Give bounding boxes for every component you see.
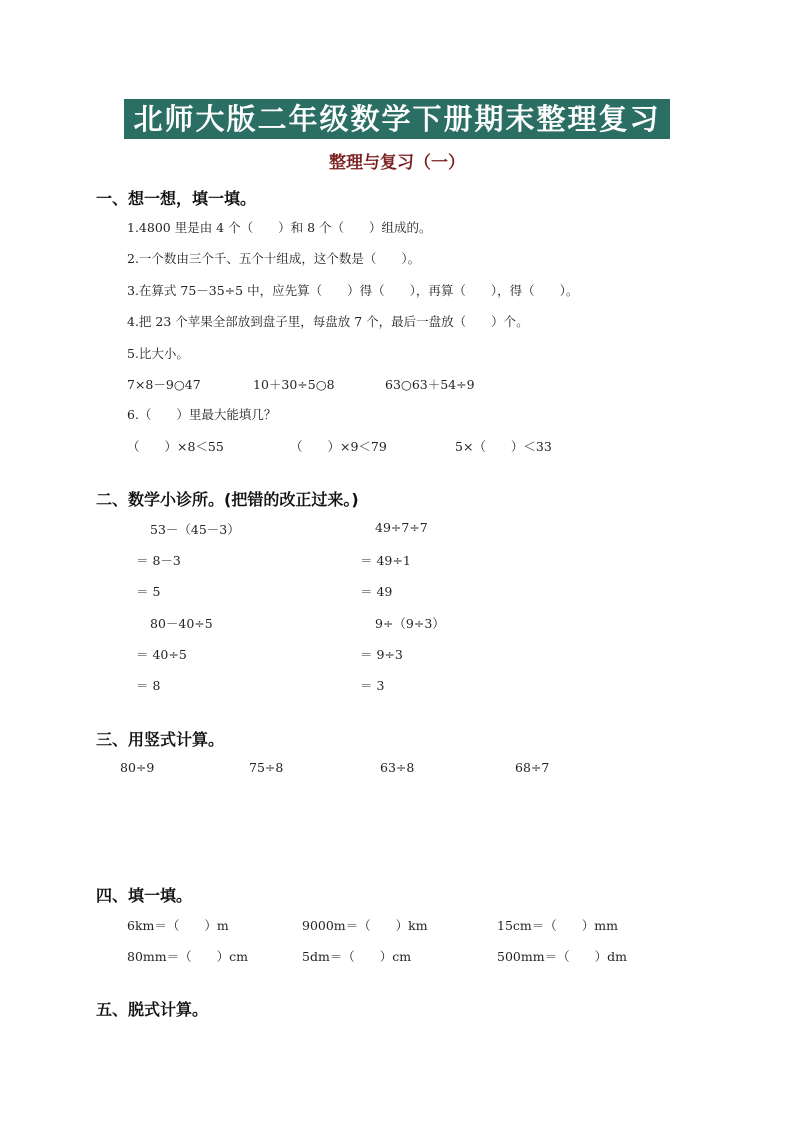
compare-item-3: 63○63＋54÷9	[385, 377, 475, 392]
section5-heading: 五、脱式计算。	[96, 1000, 209, 1019]
section1-heading: 一、想一想，填一填。	[96, 189, 257, 208]
diagnosis-c-line-3: ＝ 8	[136, 678, 161, 693]
vertical-calc-2: 75÷8	[249, 760, 284, 775]
unit-fill-1: 6km＝（ ）m	[127, 918, 229, 933]
compare-item-1: 7×8－9○47	[127, 377, 201, 392]
worksheet-title-banner: 北师大版二年级数学下册期末整理复习	[124, 99, 670, 139]
worksheet-subtitle: 整理与复习（一）	[329, 153, 465, 173]
diagnosis-c-line-2: ＝ 40÷5	[136, 647, 187, 662]
diagnosis-a-line-2: ＝ 8－3	[136, 553, 181, 568]
max-fill-item-1: （ ）×8＜55	[127, 439, 224, 454]
diagnosis-d-line-3: ＝ 3	[360, 678, 385, 693]
unit-fill-6: 500mm＝（ ）dm	[497, 949, 627, 964]
section3-heading: 三、用竖式计算。	[96, 730, 225, 749]
section4-heading: 四、填一填。	[96, 886, 193, 905]
vertical-calc-1: 80÷9	[120, 760, 155, 775]
diagnosis-b-line-2: ＝ 49÷1	[360, 553, 411, 568]
vertical-calc-4: 68÷7	[515, 760, 550, 775]
diagnosis-d-line-1: 9÷（9÷3）	[375, 616, 445, 631]
section2-heading: 二、数学小诊所。(把错的改正过来。)	[96, 490, 359, 509]
unit-fill-2: 9000m＝（ ）km	[302, 918, 428, 933]
vertical-calc-3: 63÷8	[380, 760, 415, 775]
question-3: 3.在算式 75－35÷5 中，应先算（ ）得（ ），再算（ ），得（ ）。	[127, 283, 579, 298]
max-fill-item-2: （ ）×9＜79	[290, 439, 387, 454]
question-5: 5.比大小。	[127, 346, 189, 361]
diagnosis-b-line-3: ＝ 49	[360, 584, 393, 599]
max-fill-item-3: 5×（ ）＜33	[455, 439, 552, 454]
unit-fill-3: 15cm＝（ ）mm	[497, 918, 618, 933]
question-4: 4.把 23 个苹果全部放到盘子里，每盘放 7 个，最后一盘放（ ）个。	[127, 314, 529, 329]
compare-item-2: 10＋30÷5○8	[253, 377, 335, 392]
unit-fill-4: 80mm＝（ ）cm	[127, 949, 248, 964]
diagnosis-a-line-3: ＝ 5	[136, 584, 161, 599]
unit-fill-5: 5dm＝（ ）cm	[302, 949, 412, 964]
diagnosis-d-line-2: ＝ 9÷3	[360, 647, 403, 662]
question-2: 2.一个数由三个千、五个十组成，这个数是（ ）。	[127, 251, 421, 266]
question-6: 6.（ ）里最大能填几？	[127, 407, 277, 422]
diagnosis-c-line-1: 80－40÷5	[150, 616, 213, 631]
diagnosis-b-line-1: 49÷7÷7	[375, 520, 428, 535]
question-1: 1.4800 里是由 4 个（ ）和 8 个（ ）组成的。	[127, 220, 432, 235]
diagnosis-a-line-1: 53－（45－3）	[150, 522, 240, 537]
